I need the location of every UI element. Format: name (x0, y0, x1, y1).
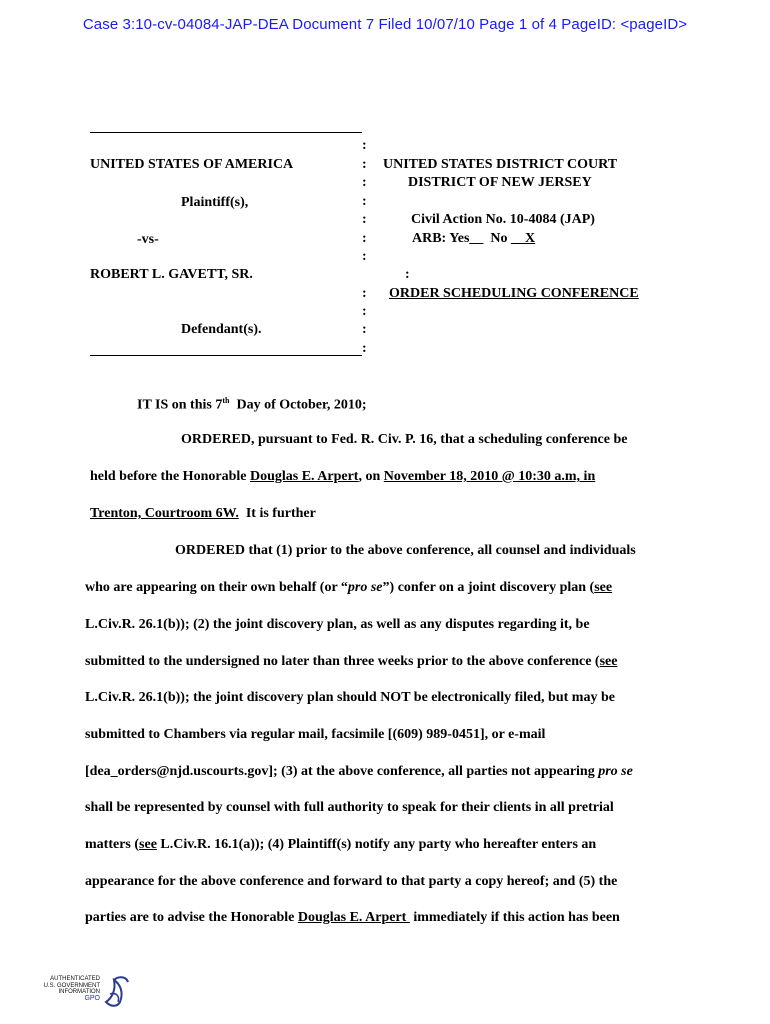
date-text-rest: Day of October, 2010; (229, 397, 367, 413)
text: ”) confer on a joint discovery plan ( (382, 580, 595, 595)
conference-date: November 18, 2010 @ 10:30 a.m, in (383, 469, 596, 484)
see-ref: see (139, 837, 157, 852)
eagle-logo-icon (102, 972, 132, 1010)
gpo-authentication-seal (40, 972, 140, 1012)
see-ref: see (594, 580, 613, 595)
body-line-1: ORDERED, pursuant to Fed. R. Civ. P. 16, that a scheduling conference be (181, 432, 628, 447)
case-header: Case 3:10-cv-04084-JAP-DEA Document 7 Filed 10/07/10 Page 1 of 4 PageID: <pageID> (82, 16, 688, 33)
date-suffix: th (222, 396, 230, 405)
text: held before the Honorable (90, 469, 250, 484)
colon: : (362, 341, 367, 356)
caption-top-rule (90, 132, 362, 133)
pro-se-term: pro se (347, 580, 383, 595)
text: L.Civ.R. 16.1(a)); (4) Plaintiff(s) notify any party who hereafter enters an (156, 837, 597, 852)
text: matters ( (85, 837, 140, 852)
body-line-2 (90, 469, 595, 485)
text: It is further (238, 506, 316, 521)
see-ref: see (599, 654, 618, 669)
colon: : (405, 267, 410, 282)
body-line-3 (90, 506, 316, 522)
colon: : (362, 157, 367, 172)
body-line-6: L.Civ.R. 26.1(b)); (2) the joint discovery plan, as well as any disputes regarding it, be (85, 617, 590, 632)
conference-location: Trenton, Courtroom 6W. (90, 506, 239, 521)
judge-name: Douglas E. Arpert (297, 910, 410, 925)
plaintiff-role: Plaintiff(s), (181, 195, 249, 210)
body-line-14 (85, 910, 620, 926)
seal-text: GPO (84, 994, 100, 1002)
plaintiff-name: UNITED STATES OF AMERICA (90, 157, 294, 172)
order-title: ORDER SCHEDULING CONFERENCE (389, 286, 639, 301)
court-district: DISTRICT OF NEW JERSEY (408, 175, 592, 190)
body-line-5 (85, 580, 612, 596)
versus-label: -vs- (137, 232, 159, 247)
body-line-11: shall be represented by counsel with full authority to speak for their clients in all pretrial (85, 800, 614, 815)
pro-se-term: pro se (598, 764, 633, 779)
arb-prefix: ARB: Yes__ No (412, 231, 512, 246)
body-line-10 (85, 764, 633, 780)
colon: : (362, 175, 367, 190)
body-line-13: appearance for the above conference and forward to that party a copy hereof; and (5) the (85, 874, 618, 889)
body-line-9: submitted to Chambers via regular mail, facsimile [(609) 989-0451], or e-mail (85, 727, 546, 742)
text: who are appearing on their own behalf (or “ (85, 580, 348, 595)
colon: : (362, 322, 367, 337)
defendant-role: Defendant(s). (181, 322, 262, 337)
date-text: IT IS on this 7 (137, 397, 223, 413)
body-line-7 (85, 654, 617, 670)
body-line-4: ORDERED that (1) prior to the above conference, all counsel and individuals (175, 543, 636, 558)
caption-bottom-rule (90, 355, 362, 356)
colon: : (362, 194, 367, 209)
colon: : (362, 286, 367, 301)
seal-text: INFORMATION (58, 989, 100, 995)
colon: : (362, 212, 367, 227)
text: submitted to the undersigned no later than three weeks prior to the above conference ( (85, 654, 600, 669)
colon: : (362, 138, 367, 153)
defendant-name: ROBERT L. GAVETT, SR. (90, 267, 253, 282)
text: parties are to advise the Honorable (85, 910, 298, 925)
text: immediately if this action has been (409, 910, 620, 925)
body-line-8: L.Civ.R. 26.1(b)); the joint discovery plan should NOT be electronically filed, but may be (85, 690, 615, 705)
arb-line (412, 231, 535, 247)
body-line-12 (85, 837, 596, 853)
civil-action-number: Civil Action No. 10-4084 (JAP) (411, 212, 595, 227)
judge-name: Douglas E. Arpert (249, 469, 359, 484)
order-date-line (137, 396, 367, 414)
seal-text: U.S. GOVERNMENT (43, 982, 100, 989)
text: [dea_orders@njd.uscourts.gov]; (3) at the above conference, all parties not appearing (85, 764, 599, 779)
text: , on (358, 469, 384, 484)
court-name: UNITED STATES DISTRICT COURT (383, 157, 618, 172)
seal-text: AUTHENTICATED (50, 976, 100, 982)
colon: : (362, 304, 367, 319)
colon: : (362, 249, 367, 264)
arb-no-value: __X (511, 231, 536, 246)
colon: : (362, 231, 367, 246)
